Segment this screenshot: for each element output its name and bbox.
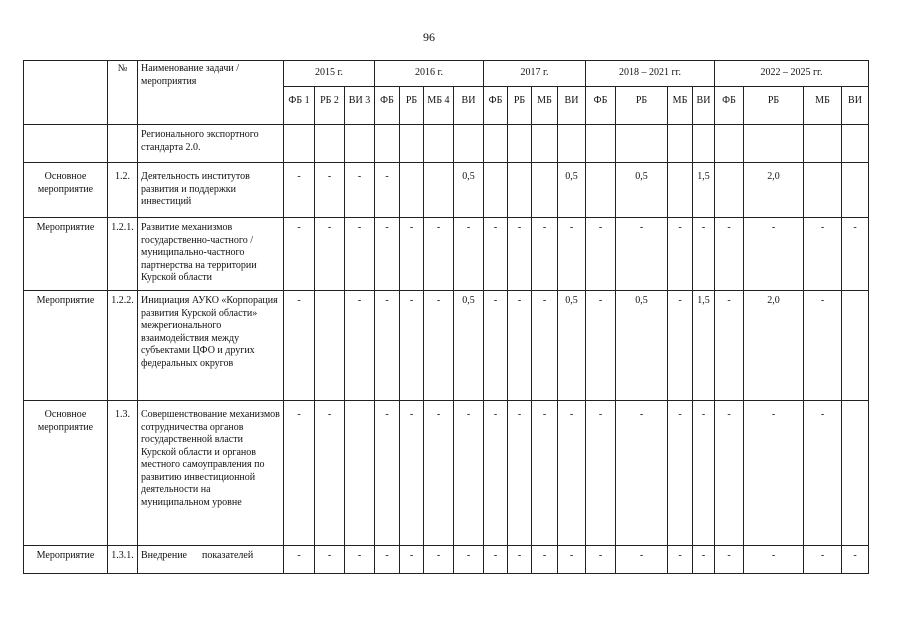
value-cell	[508, 163, 532, 218]
subheader-cell: ВИ	[693, 87, 715, 125]
value-cell: -	[532, 401, 558, 546]
value-cell: -	[315, 546, 345, 574]
row-number: 1.3.	[108, 401, 138, 546]
row-number: 1.2.	[108, 163, 138, 218]
value-cell: 0,5	[616, 163, 668, 218]
value-cell: -	[842, 546, 869, 574]
table-row	[24, 546, 869, 574]
value-cell: -	[693, 401, 715, 546]
row-number	[108, 125, 138, 163]
value-cell: -	[715, 218, 744, 291]
value-cell	[586, 125, 616, 163]
value-cell: -	[508, 401, 532, 546]
subheader-cell: ФБ	[586, 87, 616, 125]
value-cell	[804, 125, 842, 163]
value-cell	[508, 125, 532, 163]
value-cell	[744, 125, 804, 163]
value-cell	[715, 125, 744, 163]
subheader-cell: МБ	[804, 87, 842, 125]
value-cell: -	[454, 401, 484, 546]
header-number: №	[108, 61, 138, 125]
subheader-cell: ВИ	[558, 87, 586, 125]
row-type: Мероприятие	[24, 546, 108, 574]
value-cell: -	[424, 218, 454, 291]
subheader-cell: МБ	[668, 87, 693, 125]
subheader-cell: РБ	[616, 87, 668, 125]
value-cell	[375, 125, 400, 163]
value-cell: 1,5	[693, 291, 715, 401]
value-cell: -	[744, 218, 804, 291]
value-cell: 0,5	[616, 291, 668, 401]
table-row	[24, 401, 869, 546]
value-cell	[668, 163, 693, 218]
subheader-cell: РБ	[400, 87, 424, 125]
row-type: Мероприятие	[24, 291, 108, 401]
row-number: 1.2.2.	[108, 291, 138, 401]
value-cell: 2,0	[744, 163, 804, 218]
value-cell: -	[744, 401, 804, 546]
header-year-2015: 2015 г.	[284, 61, 375, 87]
value-cell: -	[586, 401, 616, 546]
header-year-2016: 2016 г.	[375, 61, 484, 87]
subheader-cell: ФБ	[715, 87, 744, 125]
header-year-2018-2021: 2018 – 2021 гг.	[586, 61, 715, 87]
value-cell	[315, 125, 345, 163]
value-cell: -	[532, 218, 558, 291]
table-row	[24, 291, 869, 401]
value-cell: -	[424, 401, 454, 546]
value-cell: -	[668, 218, 693, 291]
value-cell: -	[693, 218, 715, 291]
value-cell: -	[668, 401, 693, 546]
row-type: Основное мероприятие	[24, 401, 108, 546]
value-cell: -	[616, 546, 668, 574]
value-cell: -	[508, 546, 532, 574]
row-name: Внедрение показателей	[138, 546, 284, 574]
value-cell: -	[400, 218, 424, 291]
value-cell	[842, 401, 869, 546]
value-cell: -	[454, 218, 484, 291]
subheader-cell: ФБ	[375, 87, 400, 125]
subheader-cell: ВИ	[454, 87, 484, 125]
value-cell: -	[744, 546, 804, 574]
value-cell: -	[668, 291, 693, 401]
subheader-cell: МБ	[532, 87, 558, 125]
value-cell: -	[400, 401, 424, 546]
row-type: Основное мероприятие	[24, 163, 108, 218]
row-type: Мероприятие	[24, 218, 108, 291]
value-cell: -	[375, 401, 400, 546]
value-cell: -	[315, 401, 345, 546]
subheader-cell: МБ 4	[424, 87, 454, 125]
table-row	[24, 125, 869, 163]
value-cell	[842, 125, 869, 163]
value-cell: -	[715, 291, 744, 401]
value-cell: -	[284, 401, 315, 546]
value-cell: -	[586, 546, 616, 574]
value-cell: -	[804, 546, 842, 574]
page-number: 96	[423, 30, 435, 44]
value-cell: -	[532, 291, 558, 401]
value-cell: -	[400, 291, 424, 401]
value-cell: -	[715, 546, 744, 574]
value-cell: -	[284, 218, 315, 291]
value-cell	[345, 401, 375, 546]
value-cell: -	[508, 218, 532, 291]
value-cell	[484, 163, 508, 218]
value-cell: -	[484, 218, 508, 291]
row-number: 1.2.1.	[108, 218, 138, 291]
value-cell: 0,5	[454, 163, 484, 218]
value-cell	[315, 291, 345, 401]
value-cell: -	[693, 546, 715, 574]
value-cell: -	[558, 546, 586, 574]
value-cell	[284, 125, 315, 163]
value-cell	[586, 163, 616, 218]
table-row	[24, 218, 869, 291]
value-cell: -	[284, 291, 315, 401]
value-cell: -	[804, 401, 842, 546]
value-cell: -	[532, 546, 558, 574]
header-name: Наименование задачи / мероприятия	[138, 61, 284, 125]
value-cell: -	[558, 218, 586, 291]
value-cell: -	[484, 401, 508, 546]
value-cell	[400, 163, 424, 218]
row-name: Деятельность институтов развития и поддержки инвестиций	[138, 163, 284, 218]
subheader-cell: ФБ 1	[284, 87, 315, 125]
value-cell	[454, 125, 484, 163]
row-name: Развитие механизмов государственно-частного /муниципально-частного партнерства на территории Курской области	[138, 218, 284, 291]
value-cell: -	[375, 291, 400, 401]
value-cell: -	[804, 218, 842, 291]
value-cell: -	[284, 546, 315, 574]
subheader-cell: ВИ 3	[345, 87, 375, 125]
header-year-2022-2025: 2022 – 2025 гг.	[715, 61, 869, 87]
value-cell	[532, 163, 558, 218]
value-cell: -	[315, 218, 345, 291]
value-cell: -	[375, 546, 400, 574]
value-cell	[424, 163, 454, 218]
value-cell	[842, 291, 869, 401]
value-cell: -	[345, 163, 375, 218]
subheader-cell: РБ 2	[315, 87, 345, 125]
value-cell: -	[284, 163, 315, 218]
budget-table	[23, 60, 869, 574]
value-cell: -	[454, 546, 484, 574]
value-cell: -	[586, 291, 616, 401]
value-cell: -	[616, 401, 668, 546]
value-cell: -	[484, 291, 508, 401]
value-cell: -	[804, 291, 842, 401]
value-cell: -	[668, 546, 693, 574]
value-cell: -	[558, 401, 586, 546]
row-name: Инициация АУКО «Корпорация развития Курской области» межрегионального взаимодействия между субъектами ЦФО и других федеральных округов	[138, 291, 284, 401]
subheader-cell: РБ	[508, 87, 532, 125]
value-cell: -	[315, 163, 345, 218]
value-cell: -	[586, 218, 616, 291]
value-cell: -	[715, 401, 744, 546]
value-cell: 0,5	[558, 163, 586, 218]
row-number: 1.3.1.	[108, 546, 138, 574]
value-cell	[424, 125, 454, 163]
value-cell	[668, 125, 693, 163]
table-row	[24, 163, 869, 218]
value-cell: 0,5	[454, 291, 484, 401]
value-cell	[693, 125, 715, 163]
value-cell: 1,5	[693, 163, 715, 218]
value-cell: -	[345, 218, 375, 291]
value-cell	[532, 125, 558, 163]
subheader-cell: РБ	[744, 87, 804, 125]
value-cell	[804, 163, 842, 218]
row-name: Регионального экспортного стандарта 2.0.	[138, 125, 284, 163]
value-cell: -	[508, 291, 532, 401]
value-cell: -	[375, 218, 400, 291]
value-cell: -	[842, 218, 869, 291]
value-cell: -	[345, 546, 375, 574]
value-cell: -	[424, 291, 454, 401]
header-year-2017: 2017 г.	[484, 61, 586, 87]
header-type-cell	[24, 61, 108, 125]
value-cell: -	[375, 163, 400, 218]
value-cell: -	[400, 546, 424, 574]
subheader-cell: ФБ	[484, 87, 508, 125]
value-cell	[400, 125, 424, 163]
value-cell	[842, 163, 869, 218]
subheader-cell: ВИ	[842, 87, 869, 125]
value-cell: -	[345, 291, 375, 401]
row-type	[24, 125, 108, 163]
value-cell	[345, 125, 375, 163]
value-cell	[715, 163, 744, 218]
value-cell	[616, 125, 668, 163]
value-cell	[484, 125, 508, 163]
value-cell: -	[484, 546, 508, 574]
value-cell: 2,0	[744, 291, 804, 401]
row-name: Совершенствование механизмов сотрудничества органов государственной власти Курской области и органов местного самоуправления по развитию инвестиционной деятельности на муниципальном уровне	[138, 401, 284, 546]
value-cell	[558, 125, 586, 163]
value-cell: -	[616, 218, 668, 291]
value-cell: 0,5	[558, 291, 586, 401]
value-cell: -	[424, 546, 454, 574]
